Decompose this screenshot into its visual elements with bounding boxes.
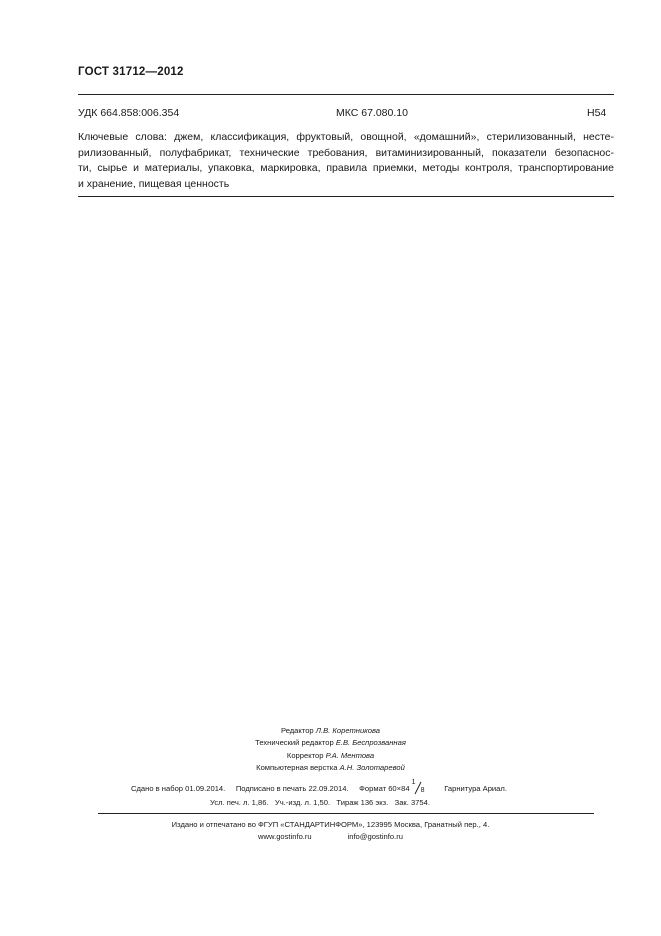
format-denominator: 8 [420, 787, 425, 794]
tech-editor-credit: Технический редактор Е.В. Беспрозванная [255, 738, 406, 748]
group-code: Н54 [587, 107, 607, 119]
corrector-name: Р.А. Ментова [325, 750, 375, 760]
circulation: Тираж 136 экз. [336, 798, 389, 807]
sent-to-set-date: Сдано в набор 01.09.2014. [131, 784, 226, 793]
tech-editor-name: Е.В. Беспрозванная [335, 738, 406, 748]
conventional-sheets: Усл. печ. л. 1,86. [210, 798, 269, 807]
keywords-line: рилизованный, полуфабрикат, технические требования, витаминизированный, показатели безопаснос- [78, 146, 614, 159]
signed-to-print-date: Подписано в печать 22.09.2014. [235, 784, 349, 793]
publishing-sheets: Уч.-изд. л. 1,50. [274, 798, 331, 807]
staff-credits [0, 725, 661, 775]
publisher-address: Издано и отпечатано во ФГУП «СТАНДАРТИНФОРМ», 123995 Москва, Гранатный пер., 4. [171, 820, 490, 829]
order-number: Зак. 3754. [394, 798, 430, 807]
layout-credit: Компьютерная верстка А.Н. Золотаревой [256, 763, 405, 773]
keywords-line: и хранение, пищевая ценность [78, 177, 230, 190]
editor-credit: Редактор Л.В. Коретникова [280, 726, 381, 735]
format-84: 84 [401, 784, 410, 793]
printing-line-1 [131, 779, 507, 794]
top-divider [78, 94, 614, 95]
publisher-divider [98, 813, 594, 814]
format-times: × [396, 784, 402, 793]
udk-code: УДК 664.858:006.354 [78, 107, 180, 119]
editor-name: Л.В. Коретникова [315, 726, 381, 735]
keywords-divider [78, 196, 614, 197]
mks-code: МКС 67.080.10 [336, 107, 408, 119]
layout-name: А.Н. Золотаревой [339, 763, 405, 773]
document-code: ГОСТ 31712—2012 [78, 66, 184, 78]
keywords-line: ти, сырье и материалы, упаковка, маркировка, правила приемки, методы контроля, транспортирование [78, 162, 614, 174]
publisher-contacts [0, 831, 661, 843]
format-fraction [411, 779, 434, 794]
publisher-email[interactable]: info@gostinfo.ru [347, 832, 403, 842]
typeface: Гарнитура Ариал. [444, 784, 507, 793]
publisher-website[interactable]: www.gostinfo.ru [258, 832, 312, 842]
format-label: Формат 60 [359, 784, 397, 793]
keywords-block [78, 130, 614, 192]
corrector-credit: Корректор Р.А. Ментова [286, 750, 375, 760]
format-numerator: 1 [411, 779, 416, 786]
keywords-line: Ключевые слова: джем, классификация, фруктовый, овощной, «домашний», стерилизованный, несте- [78, 131, 614, 143]
printing-line-2 [210, 798, 430, 807]
publisher-block [0, 819, 661, 844]
